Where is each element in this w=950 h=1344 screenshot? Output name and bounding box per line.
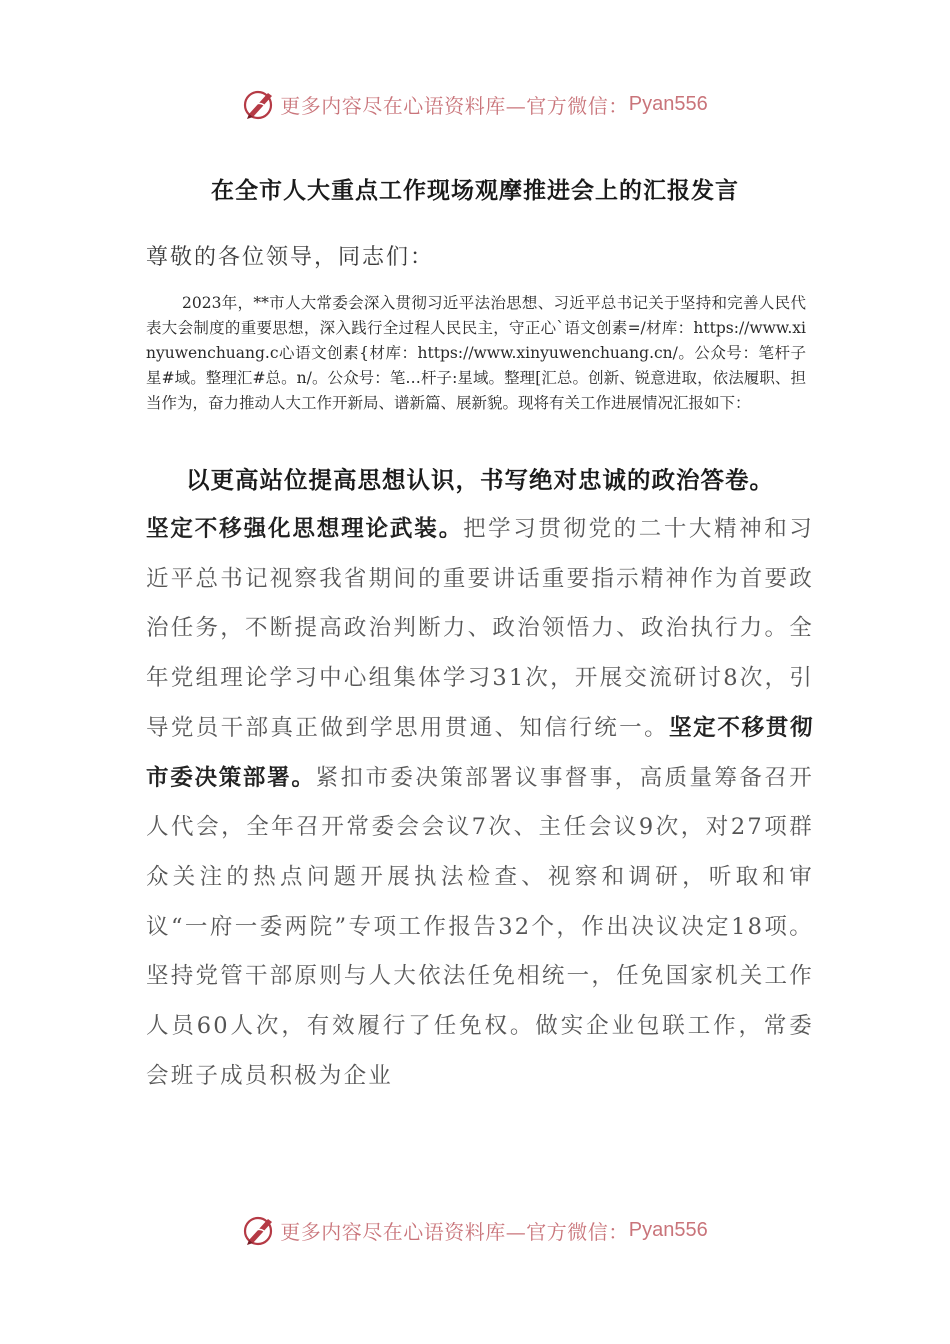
lead-sentence-theory: 坚定不移强化思想理论武装。 <box>146 516 464 542</box>
banner-wechat-id: Pyan556 <box>628 1218 708 1241</box>
banner-text: 更多内容尽在心语资料库—官方微信： <box>280 93 629 118</box>
pen-logo-icon <box>242 87 276 121</box>
body-paragraph <box>146 505 814 1101</box>
body-text-theory: 把学习贯彻党的二十大精神和习近平总书记视察我省期间的重要讲话重要指示精神作为首要政治任务，不断提高政治判断力、政治领悟力、政治执行力。全年党组理论学习中心组集体学习31次，开展交流研讨8次，引导党员干部真正做到学思用贯通、知信行统一。 <box>146 516 814 741</box>
document-title: 在全市人大重点工作现场观摩推进会上的汇报发言 <box>211 178 739 204</box>
header-watermark-banner <box>0 82 950 126</box>
lead-sentence-decisions: 坚定不移贯彻市委决策部署。 <box>146 714 814 791</box>
section-heading: 以更高站位提高思想认识，书写绝对忠诚的政治答卷。 <box>186 466 774 494</box>
banner-wechat-id: Pyan556 <box>628 92 708 115</box>
body-text-decisions: 紧扣市委决策部署议事督事，高质量筹备召开人代会，全年召开常委会会议7次、主任会议9次，对27项群众关注的热点问题开展执法检查、视察和调研，听取和审议“一府一委两院”专项工作报告32个，作出决议决定18项。坚持党管干部原则与人大依法任免相统一，任免国家机关工作人员60人次，有效履行了任免权。做实企业包联工作，常委会班子成员积极为企业 <box>146 764 814 1089</box>
salutation: 尊敬的各位领导，同志们： <box>146 245 435 270</box>
pen-logo-icon <box>242 1213 276 1247</box>
banner-text: 更多内容尽在心语资料库—官方微信： <box>280 1219 629 1244</box>
intro-paragraph: 2023年，**市人大常委会深入贯彻习近平法治思想、习近平总书记关于坚持和完善人民代表大会制度的重要思想，深入践行全过程人民民主，守正心`语文创素=/材库：https://www.xinyuwenchuang.c心语文创素{材库：https://www.xinyuwenchuang.cn/。公众号：笔杆子星#域。整理汇#总。n/。公众号：笔…杆子:星域。整理[汇总。创新、锐意进取，依法履职、担当作为，奋力推动人大工作开新局、谱新篇、展新貌。现将有关工作进展情况汇报如下： <box>146 294 806 412</box>
footer-watermark-banner <box>0 1208 950 1252</box>
